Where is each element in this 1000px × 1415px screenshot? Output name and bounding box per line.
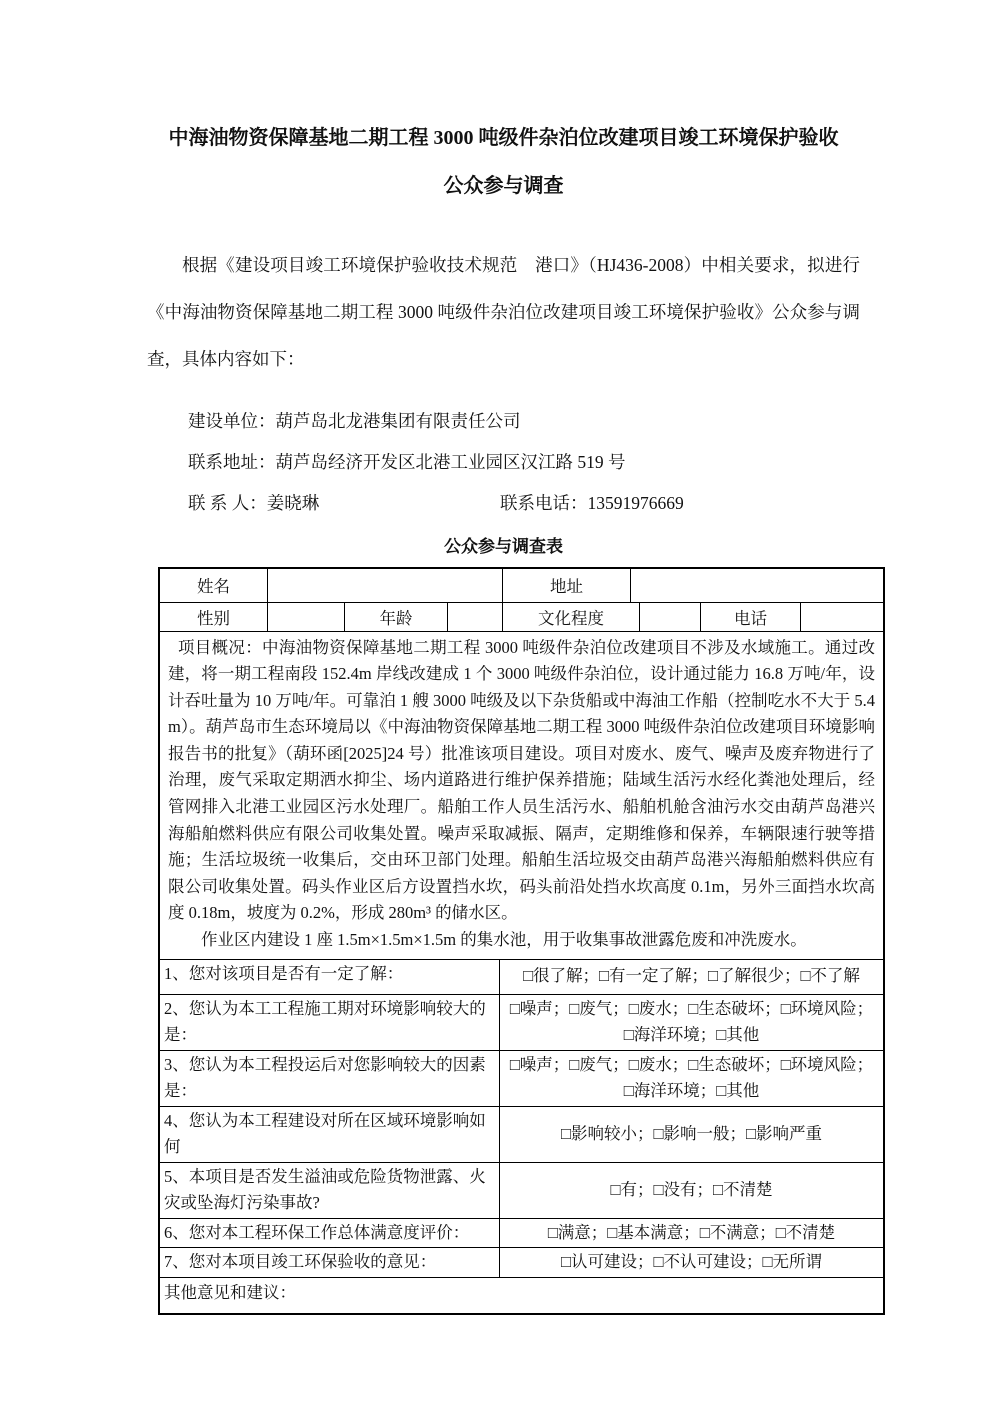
- checkbox-option[interactable]: □不清楚: [712, 1179, 773, 1199]
- question-6-text: 6、您对本工程环保工作总体满意度评价：: [164, 1222, 470, 1242]
- address-label-cell: 地址: [502, 569, 630, 602]
- question-3-text: 3、您认为本工程投运后对您影响较大的因素是：: [164, 1054, 486, 1101]
- survey-table: [158, 567, 885, 1315]
- question-row-1: [160, 959, 883, 994]
- checkbox-option[interactable]: □影响一般；: [653, 1123, 746, 1143]
- question-row-4: [160, 1106, 883, 1162]
- project-overview-paragraph-1: 项目概况：中海油物资保障基地二期工程 3000 吨级件杂泊位改建项目不涉及水域施工。通过改建，将一期工程南段 152.4m 岸线改建成 1 个 3000 吨级件杂泊位，设计通过能力 16.8 万吨/年，设计吞吐量为 10 万吨/年。可靠泊 1 艘 3000 吨级及以下杂货船或中海油工作船（控制吃水不大于 5.4m）。葫芦岛市生态环境局以《中海油物资保障基地二期工程 3000 吨级件杂泊位改建项目环境影响报告书的批复》（葫环函[2025]24 号）批准该项目建设。项目对废水、废气、噪声及废弃物进行了治理，废气采取定期洒水抑尘、场内道路进行维护保养措施；陆域生活污水经化粪池处理后，经管网排入北港工业园区污水处理厂。船舶工作人员生活污水、船舶机舱含油污水交由葫芦岛港兴海船舶燃料供应有限公司收集处置。噪声采取减振、隔声，定期维修和保养，车辆限速行驶等措施；生活垃圾统一收集后，交由环卫部门处理。船舶生活垃圾交由葫芦岛港兴海船舶燃料供应有限公司收集处置。码头作业区后方设置挡水坎，码头前沿处挡水坎高度 0.1m，另外三面挡水坎高度 0.18m，坡度为 0.2%，形成 280m³ 的储水区。: [168, 637, 875, 923]
- page-title-line1: 中海油物资保障基地二期工程 3000 吨级件杂泊位改建项目竣工环境保护验收: [168, 127, 839, 149]
- checkbox-option[interactable]: □影响严重: [745, 1123, 822, 1143]
- education-label-cell: 文化程度: [502, 603, 639, 631]
- contact-phone-label: 联系电话：: [500, 492, 588, 513]
- question-1-text: 1、您对该项目是否有一定了解：: [164, 963, 404, 983]
- table-title: 公众参与调查表: [444, 536, 563, 556]
- question-2-text: 2、您认为本工工程施工期对环境影响较大的是：: [164, 998, 486, 1045]
- checkbox-option[interactable]: □其他: [716, 1081, 760, 1101]
- question-row-3: [160, 1050, 883, 1106]
- checkbox-option[interactable]: □不清楚: [775, 1222, 836, 1242]
- checkbox-option[interactable]: □生态破坏；: [688, 998, 781, 1018]
- project-overview-paragraph-2: 作业区内建设 1 座 1.5m×1.5m×1.5m 的集水池，用于收集事故泄露危废和冲洗废水。: [201, 930, 807, 950]
- question-1-options: [499, 960, 883, 994]
- checkbox-option[interactable]: □没有；: [653, 1179, 713, 1199]
- checkbox-option[interactable]: □废水；: [628, 998, 689, 1018]
- table-row-name-address: [160, 569, 883, 602]
- question-6-options: [499, 1219, 883, 1248]
- gender-label-cell: 性别: [197, 608, 230, 628]
- age-label-cell: 年龄: [344, 603, 447, 631]
- checkbox-option[interactable]: □环境风险；: [780, 998, 874, 1018]
- name-input-cell[interactable]: [267, 569, 502, 602]
- contact-person-label: 联 系 人：: [188, 492, 267, 513]
- question-5-text: 5、本项目是否发生溢油或危险货物泄露、火灾或坠海灯污染事故?: [164, 1166, 486, 1213]
- address-line: 联系地址：葫芦岛经济开发区北港工业园区汉江路 519 号: [188, 451, 626, 472]
- other-comments-label[interactable]: 其他意见和建议：: [164, 1282, 296, 1302]
- checkbox-option[interactable]: □很了解；: [523, 966, 600, 986]
- table-row-project-overview: [160, 631, 883, 959]
- checkbox-option[interactable]: □噪声；: [509, 1054, 570, 1074]
- builder-line: 建设单位：葫芦岛北龙港集团有限责任公司: [188, 410, 521, 431]
- checkbox-option[interactable]: □废气；: [569, 1054, 629, 1074]
- checkbox-option[interactable]: □认可建设；: [561, 1252, 654, 1272]
- checkbox-option[interactable]: □了解很少；: [708, 966, 801, 986]
- checkbox-option[interactable]: □不满意；: [699, 1222, 776, 1242]
- name-label-cell: 姓名: [197, 577, 230, 596]
- question-7-options: [499, 1248, 883, 1277]
- checkbox-option[interactable]: □海洋环境；: [623, 1025, 717, 1045]
- checkbox-option[interactable]: □不了解: [800, 966, 860, 986]
- contact-phone-value: 13591976669: [587, 492, 684, 513]
- intro-paragraph: 根据《建设项目竣工环境保护验收技术规范 港口》（HJ436-2008）中相关要求，拟进行《中海油物资保障基地二期工程 3000 吨级件杂泊位改建项目竣工环境保护验收》公众参与调查，具体内容如下：: [147, 255, 860, 369]
- checkbox-option[interactable]: □废气；: [569, 998, 629, 1018]
- checkbox-option[interactable]: □有；: [610, 1179, 654, 1199]
- checkbox-option[interactable]: □噪声；: [509, 998, 570, 1018]
- age-input-cell[interactable]: [447, 603, 502, 631]
- question-7-text: 7、您对本项目竣工环保验收的意见：: [164, 1252, 437, 1272]
- question-row-6: [160, 1218, 883, 1248]
- question-2-options: [499, 995, 883, 1050]
- page-title-line2: 公众参与调查: [443, 175, 564, 197]
- question-5-options: [499, 1163, 883, 1218]
- address-input-cell[interactable]: [630, 569, 883, 602]
- phone-label-cell: 电话: [700, 603, 800, 631]
- checkbox-option[interactable]: □基本满意；: [607, 1222, 700, 1242]
- checkbox-option[interactable]: □海洋环境；: [623, 1081, 717, 1101]
- checkbox-option[interactable]: □生态破坏；: [688, 1054, 781, 1074]
- other-comments-row: [160, 1277, 883, 1313]
- question-row-7: [160, 1247, 883, 1277]
- question-row-5: [160, 1162, 883, 1218]
- checkbox-option[interactable]: □不认可建设；: [653, 1252, 763, 1272]
- checkbox-option[interactable]: □其他: [716, 1025, 760, 1045]
- checkbox-option[interactable]: □无所谓: [762, 1252, 822, 1272]
- contact-person-value: 姜晓琳: [266, 492, 320, 513]
- checkbox-option[interactable]: □有一定了解；: [599, 966, 708, 986]
- question-row-2: [160, 994, 883, 1050]
- checkbox-option[interactable]: □影响较小；: [561, 1123, 654, 1143]
- question-4-options: [499, 1107, 883, 1162]
- gender-input-cell[interactable]: [267, 603, 344, 631]
- question-4-text: 4、您认为本工程建设对所在区域环境影响如何: [164, 1110, 486, 1157]
- phone-input-cell[interactable]: [800, 603, 883, 631]
- education-input-cell[interactable]: [639, 603, 700, 631]
- checkbox-option[interactable]: □满意；: [547, 1222, 608, 1242]
- contact-line: [147, 483, 860, 524]
- checkbox-option[interactable]: □环境风险；: [780, 1054, 874, 1074]
- question-3-options: [499, 1051, 883, 1106]
- project-overview-cell: [160, 632, 883, 959]
- checkbox-option[interactable]: □废水；: [628, 1054, 689, 1074]
- table-row-gender-age-education-phone: [160, 602, 883, 631]
